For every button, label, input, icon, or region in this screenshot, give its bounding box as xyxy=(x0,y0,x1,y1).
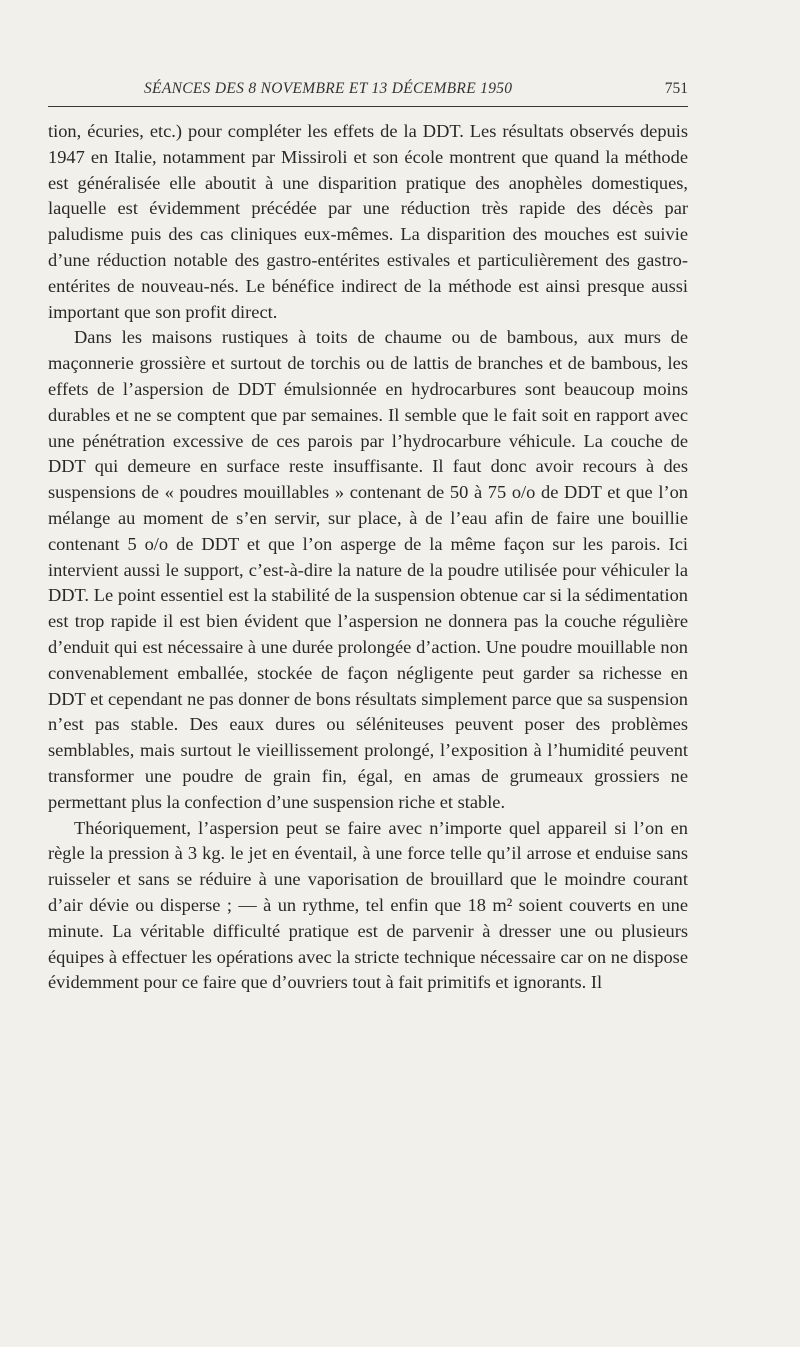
running-title: SÉANCES DES 8 NOVEMBRE ET 13 DÉCEMBRE 1950 xyxy=(144,80,513,97)
paragraph-3: Théoriquement, l’aspersion peut se faire avec n’importe quel appareil si l’on en règle la pression à 3 kg. le jet en éventail, à une force telle qu’il arrose et enduise sans ruisseler et sans se réduire à une vaporisation de brouillard que le moindre courant d’air dévie ou disperse ; — à un rythme, tel enfin que 18 m² soient couverts en une minute. La véritable difficulté pratique est de parvenir à dresser une ou plusieurs équipes à effectuer les opérations avec la stricte technique nécessaire car on ne dispose évidemment pour ce faire que d’ouvriers tout à fait primitifs et ignorants. Il xyxy=(48,817,688,993)
paragraph-1: tion, écuries, etc.) pour compléter les effets de la DDT. Les résultats observés depuis 1947 en Italie, notamment par Missiroli et son école montrent que quand la méthode est généralisée elle aboutit à une disparition pratique des anophèles domestiques, laquelle est évidemment précédée par une réduction très rapide des décès par paludisme puis des cas cliniques eux-mêmes. La disparition des mouches est suivie d’une réduction notable des gastro-entérites estivales et particulièrement des gastro-entérites de nouveau-nés. Le bénéfice indirect de la méthode est ainsi presque aussi important que son profit direct. xyxy=(48,121,688,322)
page-number: 751 xyxy=(664,80,688,97)
document-page xyxy=(48,78,688,996)
body-text xyxy=(48,119,688,996)
paragraph-2: Dans les maisons rustiques à toits de chaume ou de bambous, aux murs de maçonnerie grossière et surtout de torchis ou de lattis de branches et de bambous, les effets de l’aspersion de DDT émulsionnée en hydrocarbures sont beaucoup moins durables et ne se comptent que par semaines. Il semble que le fait soit en rapport avec une pénétration excessive de ces parois par l’hydrocarbure véhicule. La couche de DDT qui demeure en surface reste insuffisante. Il faut donc avoir recours à des suspensions de « poudres mouillables » contenant de 50 à 75 o/o de DDT et que l’on mélange au moment de s’en servir, sur place, à de l’eau afin de faire une bouillie contenant 5 o/o de DDT et que l’on asperge de la même façon sur les parois. Ici intervient aussi le support, c’est-à-dire la nature de la poudre utilisée pour véhiculer la DDT. Le point essentiel est la stabilité de la suspension obtenue car si la sédimentation est trop rapide il est bien évident que l’aspersion ne donnera pas la couche régulière d’enduit qui est nécessaire à une durée prolongée d’action. Une poudre mouillable non convenablement emballée, stockée de façon négligente peut garder sa richesse en DDT et cependant ne pas donner de bons résultats simplement parce que sa suspension n’est pas stable. Des eaux dures ou séléniteuses peuvent poser des problèmes semblables, mais surtout le vieillissement prolongé, l’exposition à l’humidité peuvent transformer une poudre de grain fin, égal, en amas de grumeaux grossiers ne permettant plus la confection d’une suspension riche et stable. xyxy=(48,327,688,812)
running-header xyxy=(48,78,688,107)
